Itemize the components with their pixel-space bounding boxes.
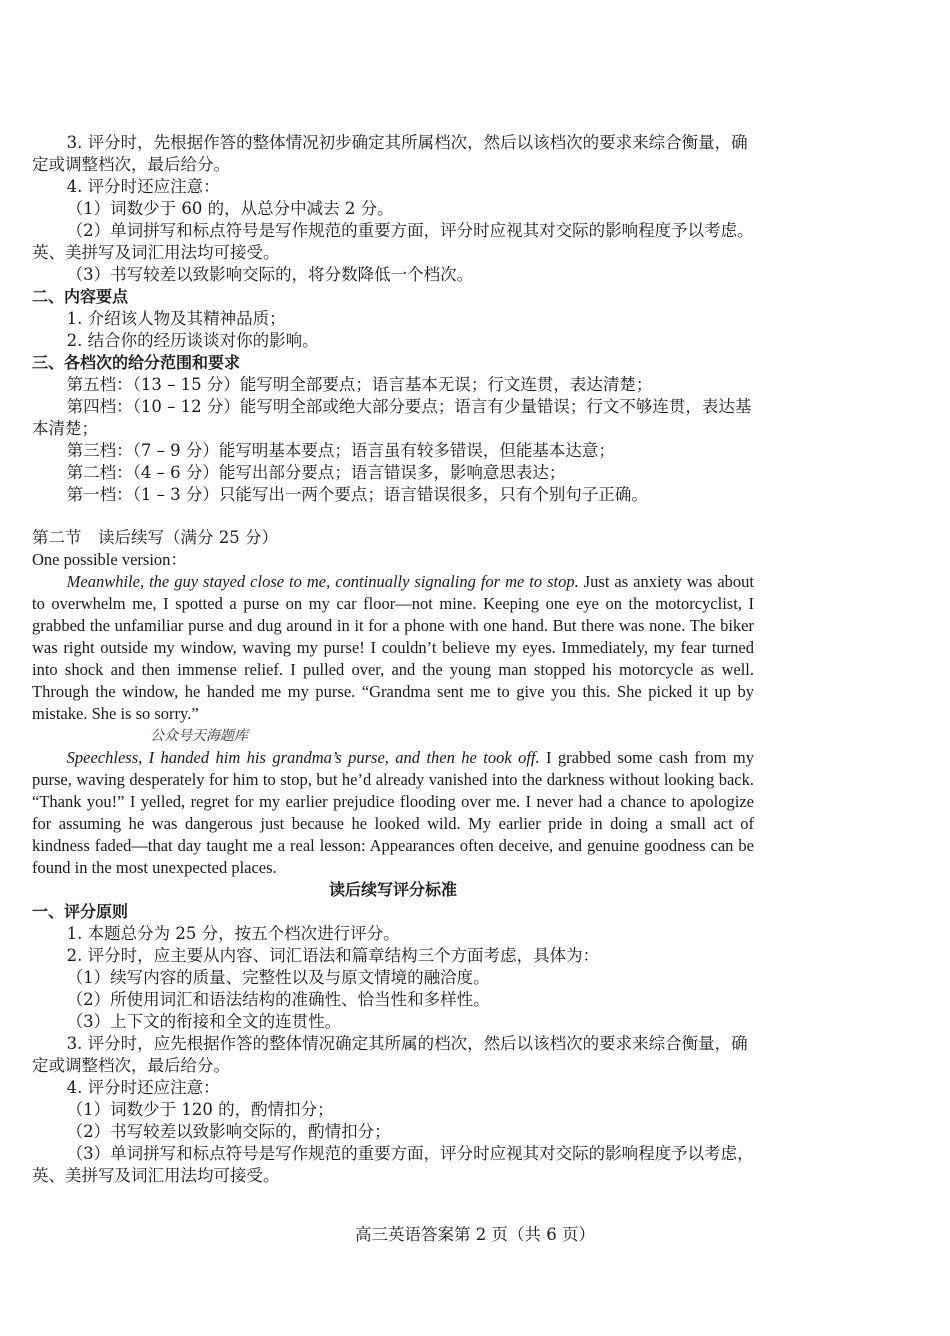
- content-point-1: 1. 介绍该人物及其精神品质；: [66, 309, 286, 328]
- paragraph-1-body: Just as anxiety was about to overwhelm me, I spotted a purse on my car floor—not mine. Keeping one eye on the motorcyclist, I grabbed the unfamiliar purse and dug around in it for a phone with one hand. But there was none. The biker was right outside my window, waving my purse! I couldn’t believe my eyes. Immediately, my fear turned into shock and then immense relief. I pulled over, and the young man stopped his motorcycle as well. Through the window, he handed me my purse. “Grandma sent me to give you this. She picked it up by mistake. She is so sorry.”: [32, 572, 754, 723]
- content-point-2: 2. 结合你的经历谈谈对你的影响。: [66, 331, 319, 350]
- section-gap: [32, 506, 754, 527]
- rule-4-1: （1）词数少于 60 的，从总分中减去 2 分。: [66, 199, 394, 218]
- std-rule-4-1: （1）词数少于 120 的，酌情扣分；: [66, 1100, 334, 1119]
- page-footer: 高三英语答案第 2 页（共 6 页）: [355, 1225, 595, 1244]
- paragraph-2-body: I grabbed some cash from my purse, waving desperately for him to stop, but he’d already vanished into the darkness without looking back. “Thank you!” I yelled, regret for my earlier prejudice flooding over me. I never had a chance to apologize for assuming he was dangerous just because he looked wild. My earlier pride in doing a small act of kindness faded—that day taught me a real lesson: Appearances often deceive, and genuine goodness can be found in the most unexpected places.: [32, 748, 754, 877]
- std-rule-4: 4. 评分时还应注意：: [66, 1078, 220, 1097]
- level-2: 第二档：（4 – 6 分）能写出部分要点；语言错误多，影响意思表达；: [66, 463, 566, 482]
- std-rule-1: 1. 本题总分为 25 分，按五个档次进行评分。: [66, 924, 400, 943]
- std-rule-4-3: （3）单词拼写和标点符号是写作规范的重要方面，评分时应视其对交际的影响程度予以考虑，英、美拼写及词汇用法均可接受。: [32, 1144, 754, 1185]
- std-rule-2: 2. 评分时，应主要从内容、词汇语法和篇章结构三个方面考虑，具体为：: [66, 946, 600, 965]
- level-1: 第一档：（1 – 3 分）只能写出一两个要点；语言错误很多，只有个别句子正确。: [66, 485, 648, 504]
- rule-4: 4. 评分时还应注意：: [66, 177, 220, 196]
- level-4: 第四档：（10 – 12 分）能写明全部或绝大部分要点；语言有少量错误；行文不够连贯，表达基本清楚；: [32, 397, 752, 438]
- page-content: [32, 132, 754, 1187]
- rule-4-3: （3）书写较差以致影响交际的，将分数降低一个档次。: [66, 265, 474, 284]
- principles-heading: 一、评分原则: [32, 902, 129, 921]
- std-rule-2-3: （3）上下文的衔接和全文的连贯性。: [66, 1012, 342, 1031]
- content-points-heading: 二、内容要点: [32, 287, 129, 306]
- std-rule-4-2: （2）书写较差以致影响交际的，酌情扣分；: [66, 1122, 391, 1141]
- level-5: 第五档：（13 – 15 分）能写明全部要点；语言基本无误；行文连贯，表达清楚；: [66, 375, 653, 394]
- section-2-title: 第二节 读后续写（满分 25 分）: [32, 528, 278, 547]
- std-rule-2-2: （2）所使用词汇和语法结构的准确性、恰当性和多样性。: [66, 990, 490, 1009]
- rule-3: 3. 评分时，先根据作答的整体情况初步确定其所属档次，然后以该档次的要求来综合衡量，确定或调整档次，最后给分。: [32, 133, 748, 174]
- watermark-text: 公众号天海题库: [150, 728, 248, 744]
- standard-title: 读后续写评分标准: [328, 880, 457, 899]
- paragraph-1-lead-sentence: Meanwhile, the guy stayed close to me, continually signaling for me to stop.: [66, 572, 579, 591]
- continuation-paragraph-2: [32, 747, 754, 879]
- std-rule-2-1: （1）续写内容的质量、完整性以及与原文情境的融洽度。: [66, 968, 490, 987]
- continuation-paragraph-1: [32, 571, 754, 725]
- rule-4-2: （2）单词拼写和标点符号是写作规范的重要方面，评分时应视其对交际的影响程度予以考虑。英、美拼写及词汇用法均可接受。: [32, 221, 754, 262]
- level-3: 第三档：（7 – 9 分）能写明基本要点；语言虽有较多错误，但能基本达意；: [66, 441, 615, 460]
- version-label: One possible version：: [32, 550, 187, 569]
- std-rule-3: 3. 评分时，应先根据作答的整体情况确定其所属的档次，然后以该档次的要求来综合衡量，确定或调整档次，最后给分。: [32, 1034, 748, 1075]
- paragraph-2-lead-sentence: Speechless, I handed him his grandma’s purse, and then he took off.: [66, 748, 540, 767]
- levels-heading: 三、各档次的给分范围和要求: [32, 353, 241, 372]
